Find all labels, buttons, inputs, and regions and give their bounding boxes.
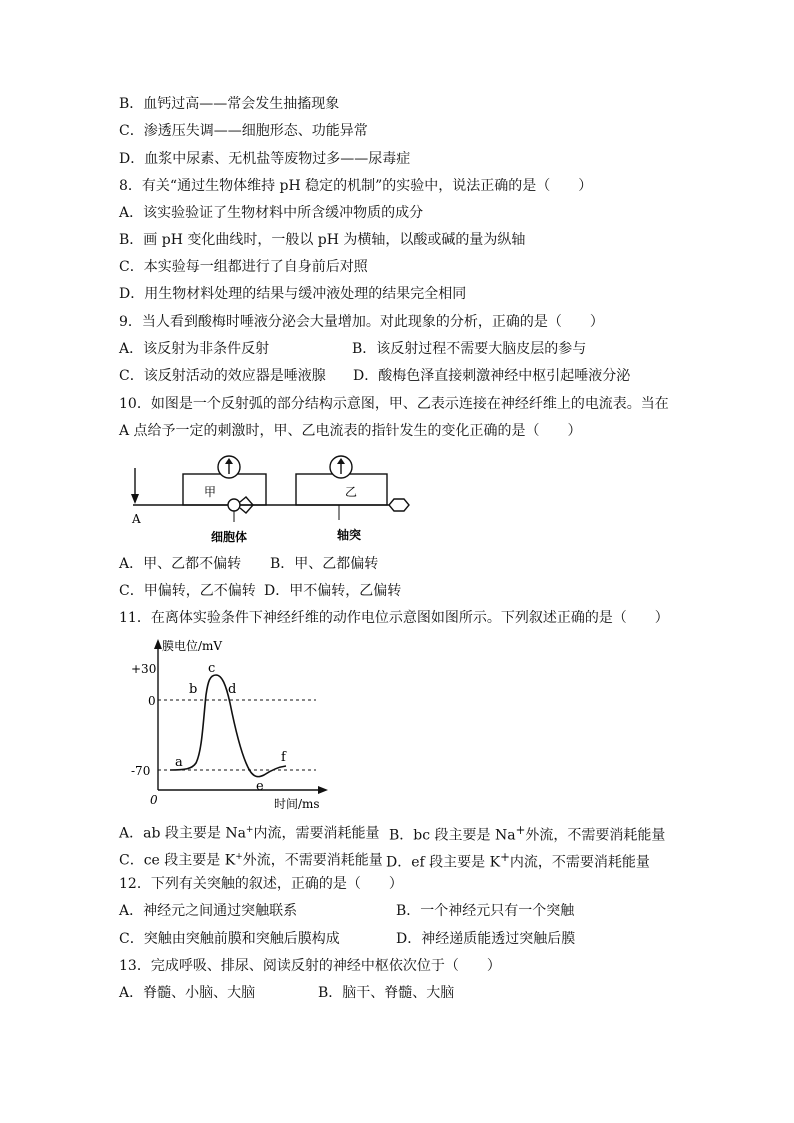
q12-option-d: D．神经递质能透过突触后膜 (396, 931, 576, 947)
q10-option-d: D．甲不偏转，乙偏转 (264, 583, 402, 599)
axon-label: 轴突 (337, 528, 362, 542)
tick-minus70: -70 (131, 764, 151, 778)
q7-option-c: C．渗透压失调——细胞形态、功能异常 (119, 123, 368, 139)
q11-option-d: D．ef 段主要是 K+内流，不需要消耗能量 (386, 850, 650, 871)
q13-option-a: A．脊髓、小脑、大脑 (119, 985, 256, 1001)
point-d: d (228, 682, 237, 697)
q8-stem: 8．有关“通过生物体维持 pH 稳定的机制”的实验中，说法正确的是（ ） (119, 178, 593, 194)
q11-option-b: B．bc 段主要是 Na+外流，不需要消耗能量 (389, 823, 666, 844)
q12-option-c: C．突触由突触前膜和突触后膜构成 (119, 931, 340, 947)
q9-option-a: A．该反射为非条件反射 (119, 341, 270, 357)
q12-option-b: B．一个神经元只有一个突触 (396, 903, 575, 919)
q11-option-a: A．ab 段主要是 Na+内流，需要消耗能量 (119, 825, 380, 842)
q8-option-b: B．画 pH 变化曲线时，一般以 pH 为横轴，以酸或碱的量为纵轴 (119, 232, 526, 248)
q7-option-d: D．血浆中尿素、无机盐等废物过多——尿毒症 (119, 151, 411, 167)
q9-option-d: D．酸梅色泽直接刺激神经中枢引起唾液分泌 (353, 368, 631, 384)
q10-stem-line2: A 点给予一定的刺激时，甲、乙电流表的指针发生的变化正确的是（ ） (119, 423, 582, 439)
q10-option-a: A．甲、乙都不偏转 (119, 556, 242, 572)
tick-plus30: +30 (131, 662, 157, 676)
q11-stem: 11．在离体实验条件下神经纤维的动作电位示意图如图所示。下列叙述正确的是（ ） (119, 610, 669, 626)
point-e: e (256, 779, 264, 794)
effector-icon (389, 499, 409, 511)
point-a-label: A (132, 512, 141, 526)
q12-stem: 12．下列有关突触的叙述，正确的是（ ） (119, 876, 403, 892)
q10-option-c: C．甲偏转，乙不偏转 (119, 583, 256, 599)
tick-0: 0 (148, 694, 156, 708)
q12-option-a: A．神经元之间通过突触联系 (119, 903, 298, 919)
q8-option-c: C．本实验每一组都进行了自身前后对照 (119, 259, 368, 275)
q11-option-c: C．ce 段主要是 K+外流，不需要消耗能量 (119, 852, 383, 869)
q13-stem: 13．完成呼吸、排尿、阅读反射的神经中枢依次位于（ ） (119, 958, 501, 974)
meter-yi-label: 乙 (345, 485, 358, 499)
q10-option-b: B．甲、乙都偏转 (270, 556, 379, 572)
point-a: a (175, 755, 183, 770)
q10-stem-line1: 10．如图是一个反射弧的部分结构示意图，甲、乙表示连接在神经纤维上的电流表。当在 (119, 396, 669, 412)
cell-body-icon (228, 499, 240, 511)
y-axis-label: 膜电位/mV (162, 639, 223, 653)
point-c: c (208, 661, 216, 676)
x-axis-label: 时间/ms (274, 797, 320, 811)
q8-option-a: A．该实验验证了生物材料中所含缓冲物质的成分 (119, 205, 424, 221)
q9-option-b: B．该反射过程不需要大脑皮层的参与 (352, 341, 587, 357)
cell-body-label: 细胞体 (211, 530, 248, 544)
origin-label: 0 (150, 793, 158, 807)
meter-jia-label: 甲 (204, 485, 217, 499)
point-b: b (189, 682, 198, 697)
reflex-arc-figure (126, 450, 416, 550)
q7-option-b: B．血钙过高——常会发生抽搐现象 (119, 96, 340, 112)
point-f: f (281, 750, 286, 765)
q13-option-b: B．脑干、脊髓、大脑 (318, 985, 455, 1001)
q9-option-c: C．该反射活动的效应器是唾液腺 (119, 368, 326, 384)
action-potential-figure (130, 633, 335, 813)
q8-option-d: D．用生物材料处理的结果与缓冲液处理的结果完全相同 (119, 286, 467, 302)
q9-stem: 9．当人看到酸梅时唾液分泌会大量增加。对此现象的分析，正确的是（ ） (119, 314, 604, 330)
